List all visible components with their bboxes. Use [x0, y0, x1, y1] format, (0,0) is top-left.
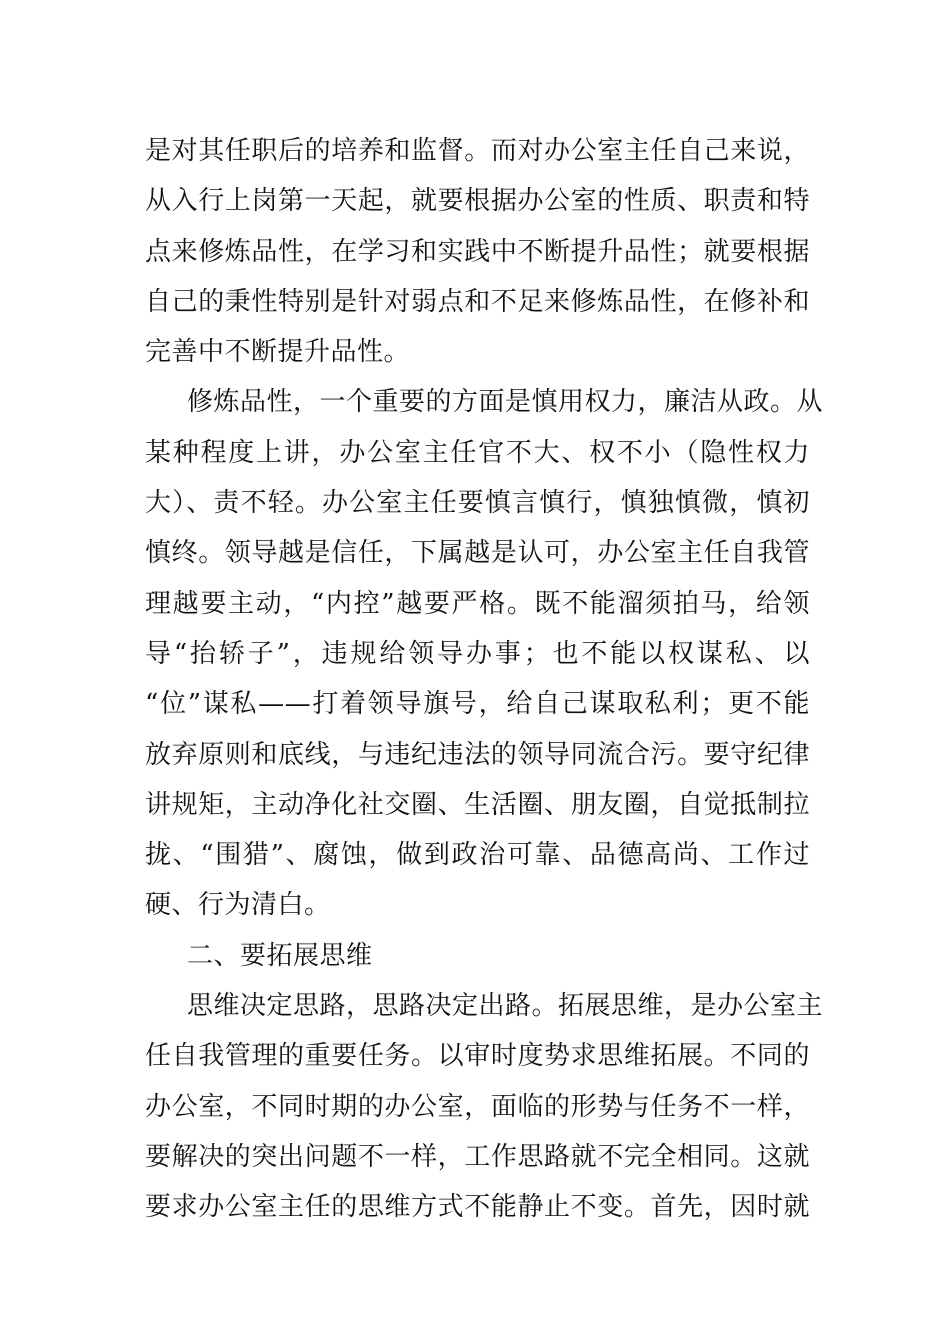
paragraph-first-line: 思维决定思路，思路决定出路。拓展思维，是办公室主	[187, 991, 824, 1022]
text-line: 完善中不断提升品性。	[145, 337, 411, 368]
text-line: 理越要主动，“内控”越要严格。既不能溜须拍马，给领	[145, 588, 810, 619]
text-line: 任自我管理的重要任务。以审时度势求思维拓展。不同的	[145, 1041, 810, 1072]
text-line: 讲规矩，主动净化社交圈、生活圈、朋友圈，自觉抵制拉	[145, 789, 810, 820]
text-line: 硬、行为清白。	[145, 890, 331, 921]
text-line: 要解决的突出问题不一样，工作思路就不完全相同。这就	[145, 1141, 810, 1172]
text-line: 从入行上岗第一天起，就要根据办公室的性质、职责和特	[145, 186, 810, 217]
body-text	[145, 126, 824, 1233]
text-line: 点来修炼品性，在学习和实践中不断提升品性；就要根据	[145, 236, 810, 267]
text-line: 是对其任职后的培养和监督。而对办公室主任自己来说，	[145, 136, 810, 166]
text-line: 大）、责不轻。办公室主任要慎言慎行，慎独慎微，慎初	[145, 488, 810, 519]
text-line: 导“抬轿子”，违规给领导办事；也不能以权谋私、以	[145, 638, 810, 669]
text-line: 自己的秉性特别是针对弱点和不足来修炼品性，在修补和	[145, 286, 810, 317]
text-line: 慎终。领导越是信任，下属越是认可，办公室主任自我管	[145, 538, 810, 569]
text-line: 要求办公室主任的思维方式不能静止不变。首先，因时就	[145, 1192, 810, 1223]
section-heading: 二、要拓展思维	[187, 940, 373, 971]
text-line: 某种程度上讲，办公室主任官不大、权不小（隐性权力	[145, 437, 810, 468]
text-line: “位”谋私——打着领导旗号，给自己谋取私利；更不能	[145, 689, 810, 720]
text-line: 拢、“围猎”、腐蚀，做到政治可靠、品德高尚、工作过	[145, 840, 810, 871]
text-line: 办公室，不同时期的办公室，面临的形势与任务不一样，	[145, 1091, 810, 1122]
paragraph-first-line: 修炼品性，一个重要的方面是慎用权力，廉洁从政。从	[187, 387, 824, 418]
text-line: 放弃原则和底线，与违纪违法的领导同流合污。要守纪律	[145, 739, 810, 770]
